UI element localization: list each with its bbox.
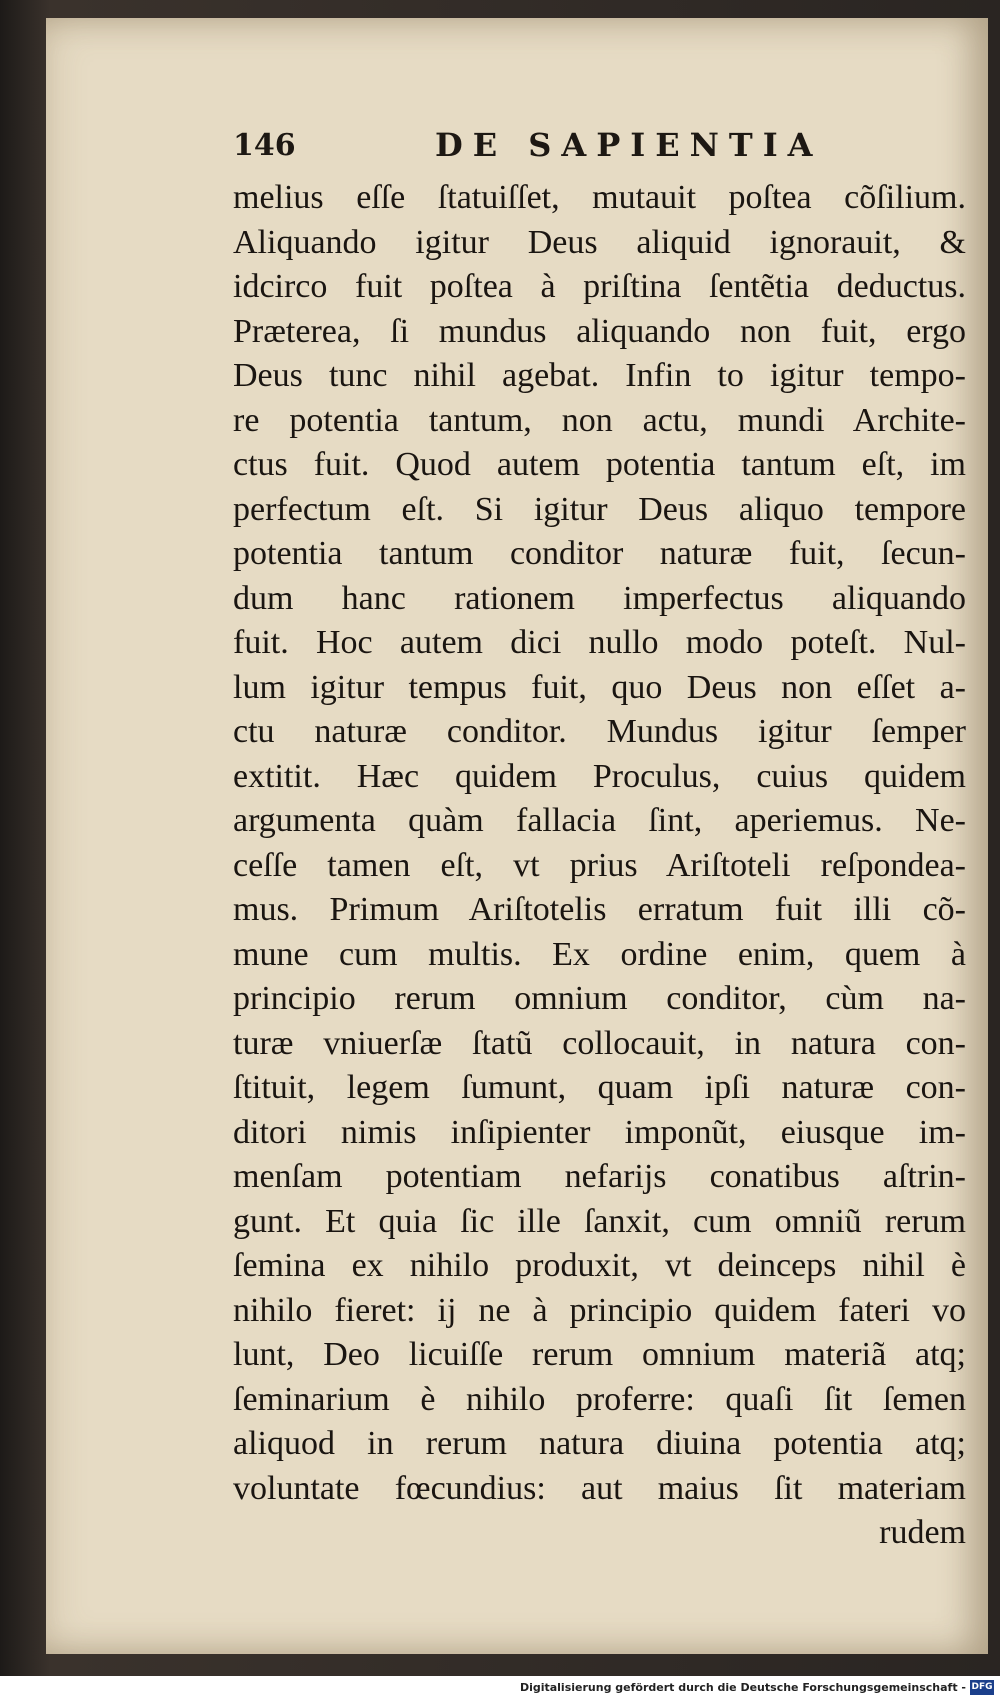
text-line: argumenta quàm fallacia ſint, aperiemus. Ne-: [233, 802, 966, 839]
text-line: menſam potentiam nefarijs conatibus aſtrin-: [233, 1158, 966, 1195]
text-line: nihilo fieret: ij ne à principio quidem fateri vo: [233, 1291, 966, 1329]
text-line: ditori nimis inſipienter imponũt, eiusque im-: [233, 1113, 966, 1151]
text-line: fuit. Hoc autem dici nullo modo poteſt. Nul-: [233, 624, 966, 661]
text-line: re potentia tantum, non actu, mundi Archite-: [233, 401, 966, 439]
text-line: extitit. Hæc quidem Proculus, cuius quidem: [233, 757, 966, 795]
text-line: Deus tunc nihil agebat. Infin to igitur tempo-: [233, 357, 966, 394]
page-header: [233, 118, 1000, 176]
text-line: ſeminarium è nihilo proferre: quaſi ſit ſemen: [233, 1380, 966, 1418]
text-line: ſemina ex nihilo produxit, vt deinceps nihil è: [233, 1247, 966, 1284]
text-line: Præterea, ſi mundus aliquando non fuit, ergo: [233, 312, 966, 350]
text-line: ctu naturæ conditor. Mundus igitur ſemper: [233, 713, 966, 750]
running-title: DE SAPIENTIA: [435, 126, 823, 164]
text-line: Aliquando igitur Deus aliquid ignorauit, &: [233, 223, 966, 261]
text-line: dum hanc rationem imperfectus aliquando: [233, 579, 966, 617]
page-number: 146: [233, 128, 296, 163]
catchword: rudem: [879, 1514, 966, 1551]
digitization-footer: [0, 1676, 1000, 1701]
text-line: melius eſſe ſtatuiſſet, mutauit poſtea cõſilium.: [233, 179, 966, 216]
text-line: ſtituit, legem ſumunt, quam ipſi naturæ con-: [233, 1069, 966, 1106]
book-page: [46, 18, 988, 1654]
text-line: lum igitur tempus fuit, quo Deus non eſſet a-: [233, 668, 966, 706]
text-line: potentia tantum conditor naturæ fuit, ſecun-: [233, 535, 966, 572]
text-line: voluntate fœcundius: aut maius ſit materiam: [233, 1469, 966, 1507]
text-line: idcirco fuit poſtea à priſtina ſentẽtia deductus.: [233, 268, 966, 305]
text-line: gunt. Et quia ſic ille ſanxit, cum omniũ rerum: [233, 1202, 966, 1240]
dfg-logo: DFG: [970, 1680, 994, 1695]
text-line: turæ vniuerſæ ſtatũ collocauit, in natura con-: [233, 1024, 966, 1062]
text-line: aliquod in rerum natura diuina potentia atq;: [233, 1425, 966, 1462]
text-line: mus. Primum Ariſtotelis erratum fuit illi cõ-: [233, 891, 966, 928]
text-line: perfectum eſt. Si igitur Deus aliquo tempore: [233, 490, 966, 528]
text-line: ceſſe tamen eſt, vt prius Ariſtoteli reſpondea-: [233, 846, 966, 884]
page-content: [233, 118, 1000, 1556]
text-line: principio rerum omnium conditor, cùm na-: [233, 980, 966, 1017]
body-text: [233, 176, 1000, 1556]
funding-note: Digitalisierung gefördert durch die Deutsche Forschungsgemeinschaft -: [519, 1681, 966, 1694]
text-line: mune cum multis. Ex ordine enim, quem à: [233, 935, 966, 973]
text-line: lunt, Deo licuiſſe rerum omnium materiã atq;: [233, 1336, 966, 1373]
text-line: ctus fuit. Quod autem potentia tantum eſt, im: [233, 446, 966, 483]
